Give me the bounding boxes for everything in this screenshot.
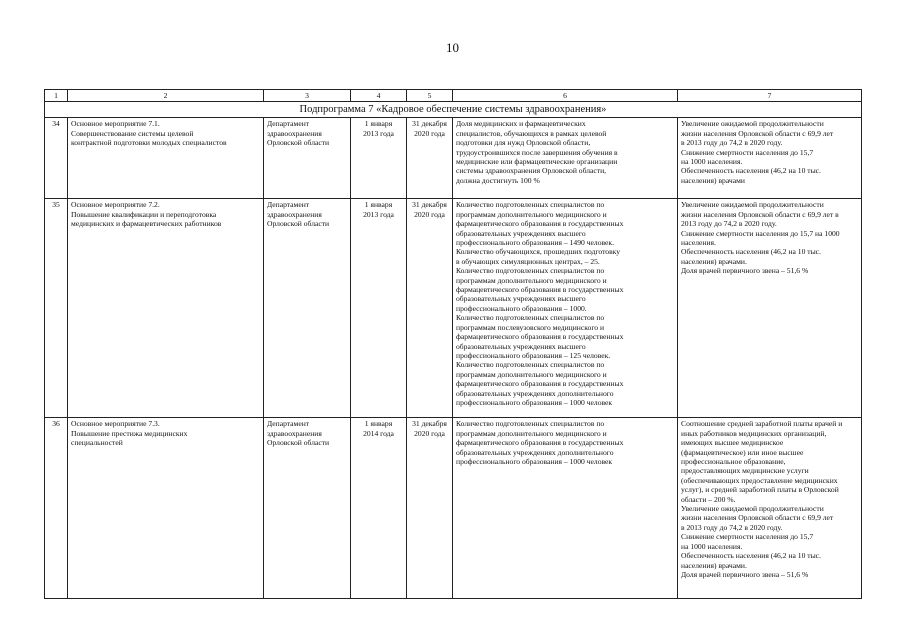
cell-line: программам дополнительного медицинского и xyxy=(456,428,607,438)
cell-line: фармацевтического образования в государственных xyxy=(456,285,624,295)
cell-line: Департамент xyxy=(267,200,310,210)
cell-line: Департамент xyxy=(267,419,310,429)
cell-line: здравоохранения xyxy=(267,128,322,138)
cell-line: 2020 года xyxy=(414,209,445,219)
cell-line: на 1000 населения. xyxy=(681,541,743,551)
cell-line: 31 декабря xyxy=(412,119,447,129)
end-date-cell xyxy=(407,418,453,599)
end-date-cell xyxy=(407,199,453,418)
column-number: 3 xyxy=(264,90,351,102)
cell-line: здравоохранения xyxy=(267,428,322,438)
cell-line: контрактной подготовки молодых специалистов xyxy=(71,138,227,148)
executor-cell xyxy=(264,118,351,199)
result-cell xyxy=(453,418,678,599)
cell-line: предоставляющих медицинские услуги xyxy=(681,466,809,476)
cell-line: фармацевтического образования в государственных xyxy=(456,438,624,448)
cell-line: Снижение смертности населения до 15,7 на 1000 xyxy=(681,228,840,238)
cell-line: 1 января xyxy=(364,119,393,129)
cell-line: Повышение квалификации и переподготовка xyxy=(71,209,217,219)
column-number: 1 xyxy=(45,90,68,102)
cell-line: профессионального образования – 1000 человек xyxy=(456,397,613,407)
cell-line: 2013 года xyxy=(363,209,394,219)
program-table xyxy=(44,89,862,599)
cell-line: подготовки для нужд Орловской области, xyxy=(456,138,591,148)
measure-cell xyxy=(68,118,264,199)
cell-line: Орловской области xyxy=(267,438,330,448)
cell-line: Основное мероприятие 7.3. xyxy=(71,419,160,429)
column-number: 2 xyxy=(68,90,264,102)
cell-line: в обучающих симуляционных центрах, – 25. xyxy=(456,256,600,266)
cell-line: имеющих высшее медицинское xyxy=(681,438,784,448)
cell-line: Обеспеченность населения (46,2 на 10 тыс. xyxy=(681,166,821,176)
cell-line: Количество подготовленных специалистов по xyxy=(456,313,605,323)
result-cell xyxy=(453,118,678,199)
cell-line: Количество обучающихся, прошедших подготовку xyxy=(456,247,621,257)
executor-cell xyxy=(264,418,351,599)
column-number: 4 xyxy=(351,90,407,102)
indicators-cell xyxy=(678,199,862,418)
cell-line: (обеспечивающих предоставление медицинских xyxy=(681,475,838,485)
table-row xyxy=(45,199,862,418)
row-number: 36 xyxy=(45,418,68,599)
cell-line: Орловской области xyxy=(267,138,330,148)
cell-line: образовательных учреждениях высшего xyxy=(456,341,586,351)
subprogram-title: Подпрограмма 7 «Кадровое обеспечение системы здравоохранения» xyxy=(45,102,862,118)
executor-cell xyxy=(264,199,351,418)
cell-line: фармацевтического образования в государственных xyxy=(456,332,624,342)
start-date-cell xyxy=(351,199,407,418)
cell-line: в 2013 году до 74,2 в 2020 году. xyxy=(681,138,783,148)
cell-line: Соотношение средней заработной платы врачей и xyxy=(681,419,843,429)
cell-line: образовательных учреждениях дополнительного xyxy=(456,447,614,457)
cell-line: здравоохранения xyxy=(267,209,322,219)
cell-line: Основное мероприятие 7.2. xyxy=(71,200,160,210)
cell-line: в 2013 году до 74,2 в 2020 году. xyxy=(681,522,783,532)
cell-line: Увеличение ожидаемой продолжительности xyxy=(681,119,824,129)
cell-line: Доля врачей первичного звена – 51,6 % xyxy=(681,266,809,276)
cell-line: 2013 году до 74,2 в 2020 году. xyxy=(681,219,777,229)
cell-line: фармацевтического образования в государственных xyxy=(456,219,624,229)
column-number: 6 xyxy=(453,90,678,102)
cell-line: Количество подготовленных специалистов по xyxy=(456,419,605,429)
cell-line: Количество подготовленных специалистов по xyxy=(456,266,605,276)
cell-line: образовательных учреждениях дополнительного xyxy=(456,388,614,398)
cell-line: профессионального образования – 125 человек. xyxy=(456,350,611,360)
cell-line: населения) врачами. xyxy=(681,256,747,266)
cell-line: 31 декабря xyxy=(412,200,447,210)
cell-line: иных работников медицинских организаций, xyxy=(681,428,827,438)
cell-line: программам дополнительного медицинского и xyxy=(456,275,607,285)
column-number: 7 xyxy=(678,90,862,102)
cell-line: 2014 года xyxy=(363,428,394,438)
cell-line: жизни населения Орловской области с 69,9 лет xyxy=(681,513,834,523)
cell-line: населения. xyxy=(681,238,716,248)
cell-line: Увеличение ожидаемой продолжительности xyxy=(681,200,824,210)
measure-cell xyxy=(68,199,264,418)
cell-line: фармацевтического образования в государственных xyxy=(456,379,624,389)
cell-line: Совершенствование системы целевой xyxy=(71,128,194,138)
end-date-cell xyxy=(407,118,453,199)
cell-line: должна достигнуть 100 % xyxy=(456,175,540,185)
cell-line: Количество подготовленных специалистов по xyxy=(456,200,605,210)
cell-line: образовательных учреждениях высшего xyxy=(456,228,586,238)
cell-line: Обеспеченность населения (46,2 на 10 тыс. xyxy=(681,551,821,561)
cell-line: Обеспеченность населения (46,2 на 10 тыс. xyxy=(681,247,821,257)
cell-line: области – 200 %. xyxy=(681,494,736,504)
row-number: 34 xyxy=(45,118,68,199)
cell-line: Доля врачей первичного звена – 51,6 % xyxy=(681,569,809,579)
indicators-cell xyxy=(678,418,862,599)
page-number: 10 xyxy=(446,40,459,55)
cell-line: профессионального образования – 1490 человек. xyxy=(456,238,614,248)
cell-line: Увеличение ожидаемой продолжительности xyxy=(681,504,824,514)
start-date-cell xyxy=(351,418,407,599)
indicators-cell xyxy=(678,118,862,199)
cell-line: 31 декабря xyxy=(412,419,447,429)
cell-line: Снижение смертности населения до 15,7 xyxy=(681,147,814,157)
result-cell xyxy=(453,199,678,418)
table-row xyxy=(45,118,862,199)
cell-line: специальностей xyxy=(71,438,123,448)
cell-line: программам послевузовского медицинского и xyxy=(456,322,605,332)
column-number-row xyxy=(45,90,862,102)
cell-line: медицинские или фармацевтические организации xyxy=(456,157,618,167)
cell-line: Повышение престижа медицинских xyxy=(71,428,188,438)
cell-line: Департамент xyxy=(267,119,310,129)
column-number: 5 xyxy=(407,90,453,102)
cell-line: Основное мероприятие 7.1. xyxy=(71,119,160,129)
cell-line: медицинских и фармацевтических работников xyxy=(71,219,222,229)
cell-line: жизни населения Орловской области с 69,9 лет в xyxy=(681,209,839,219)
cell-line: (фармацевтическое) или иное высшее xyxy=(681,447,804,457)
row-number: 35 xyxy=(45,199,68,418)
cell-line: специалистов, обучающихся в рамках целевой xyxy=(456,128,607,138)
cell-line: трудоустроившихся после завершения обучения в xyxy=(456,147,618,157)
cell-line: программам дополнительного медицинского и xyxy=(456,209,607,219)
cell-line: населения) врачами. xyxy=(681,560,747,570)
measure-cell xyxy=(68,418,264,599)
cell-line: жизни населения Орловской области с 69,9 лет xyxy=(681,128,834,138)
cell-line: профессиональное образование, xyxy=(681,457,786,467)
cell-line: Доля медицинских и фармацевтических xyxy=(456,119,586,129)
table-row xyxy=(45,418,862,599)
cell-line: 2020 года xyxy=(414,428,445,438)
cell-line: системы здравоохранения Орловской области, xyxy=(456,166,607,176)
cell-line: 1 января xyxy=(364,419,393,429)
cell-line: на 1000 населения. xyxy=(681,157,743,167)
cell-line: Снижение смертности населения до 15,7 xyxy=(681,532,814,542)
subprogram-row xyxy=(45,102,862,118)
cell-line: Орловской области xyxy=(267,219,330,229)
cell-line: профессионального образования – 1000. xyxy=(456,303,587,313)
cell-line: 2013 года xyxy=(363,128,394,138)
cell-line: профессионального образования – 1000 человек xyxy=(456,457,613,467)
cell-line: 2020 года xyxy=(414,128,445,138)
cell-line: населения) врачами xyxy=(681,175,745,185)
cell-line: программам дополнительного медицинского и xyxy=(456,369,607,379)
cell-line: Количество подготовленных специалистов по xyxy=(456,360,605,370)
start-date-cell xyxy=(351,118,407,199)
cell-line: 1 января xyxy=(364,200,393,210)
cell-line: образовательных учреждениях высшего xyxy=(456,294,586,304)
cell-line: услуг), и средней заработной платы в Орловской xyxy=(681,485,839,495)
